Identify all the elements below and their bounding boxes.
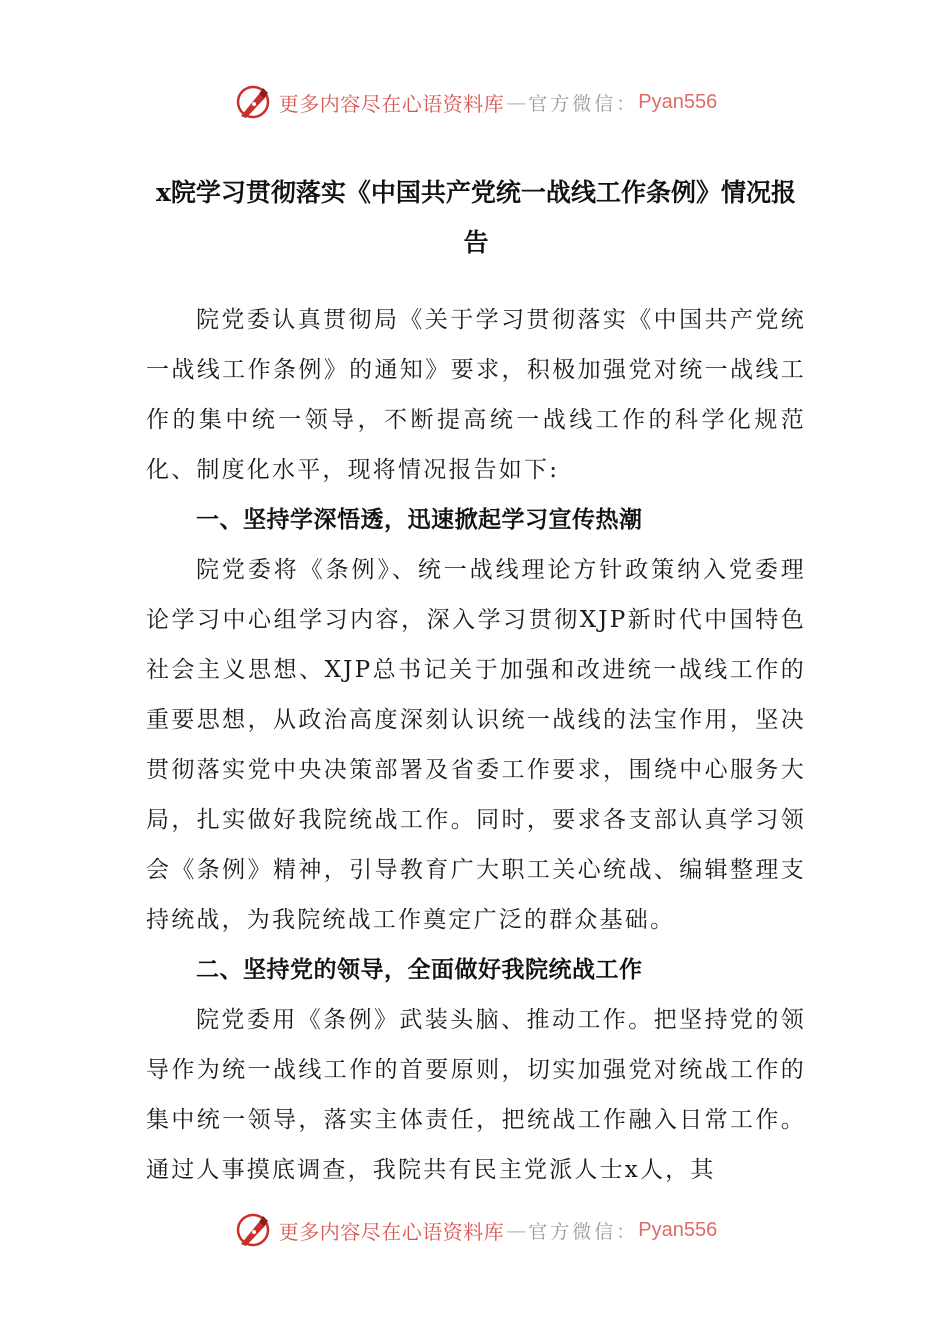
section-heading: 一、坚持学深悟透，迅速掀起学习宣传热潮 <box>196 507 643 533</box>
watermark-dash: — <box>506 90 527 114</box>
watermark-sub-text: 官方微信： <box>528 1220 639 1243</box>
watermark-dash: — <box>506 1218 527 1242</box>
pen-nib-icon <box>233 82 273 122</box>
pen-nib-icon <box>233 1210 273 1250</box>
watermark-main-text: 更多内容尽在心语资料库 <box>278 91 505 116</box>
watermark-sub-text: 官方微信： <box>528 92 639 115</box>
watermark-main-text: 更多内容尽在心语资料库 <box>278 1219 505 1244</box>
watermark-banner-top <box>0 80 950 124</box>
watermark-wechat-id: Pyan556 <box>638 90 718 113</box>
watermark-content <box>233 82 717 122</box>
document-body <box>146 295 806 1195</box>
section-paragraph: 院党委将《条例》、统一战线理论方针政策纳入党委理论学习中心组学习内容，深入学习贯彻XJP新时代中国特色社会主义思想、XJP总书记关于加强和改进统一战线工作的重要思想，从政治高度深刻认识统一战线的法宝作用，坚决贯彻落实党中央决策部署及省委工作要求，围绕中心服务大局，扎实做好我院统战工作。同时，要求各支部认真学习领会《条例》精神，引导教育广大职工关心统战、编辑整理支持统战，为我院统战工作奠定广泛的群众基础。 <box>146 557 806 933</box>
intro-paragraph: 院党委认真贯彻局《关于学习贯彻落实《中国共产党统一战线工作条例》的通知》要求，积极加强党对统一战线工作的集中统一领导，不断提高统一战线工作的科学化规范化、制度化水平，现将情况报告如下: <box>146 307 806 483</box>
watermark-wechat-id: Pyan556 <box>638 1218 718 1241</box>
section-paragraph: 院党委用《条例》武装头脑、推动工作。把坚持党的领导作为统一战线工作的首要原则，切实加强党对统战工作的集中统一领导，落实主体责任，把统战工作融入日常工作。通过人事摸底调查，我院共有民主党派人士x人，其 <box>146 1007 806 1183</box>
watermark-banner-bottom <box>0 1208 950 1252</box>
document-title: x院学习贯彻落实《中国共产党统一战线工作条例》情况报告 <box>156 178 796 257</box>
section-heading: 二、坚持党的领导，全面做好我院统战工作 <box>196 957 643 983</box>
watermark-content <box>233 1210 717 1250</box>
